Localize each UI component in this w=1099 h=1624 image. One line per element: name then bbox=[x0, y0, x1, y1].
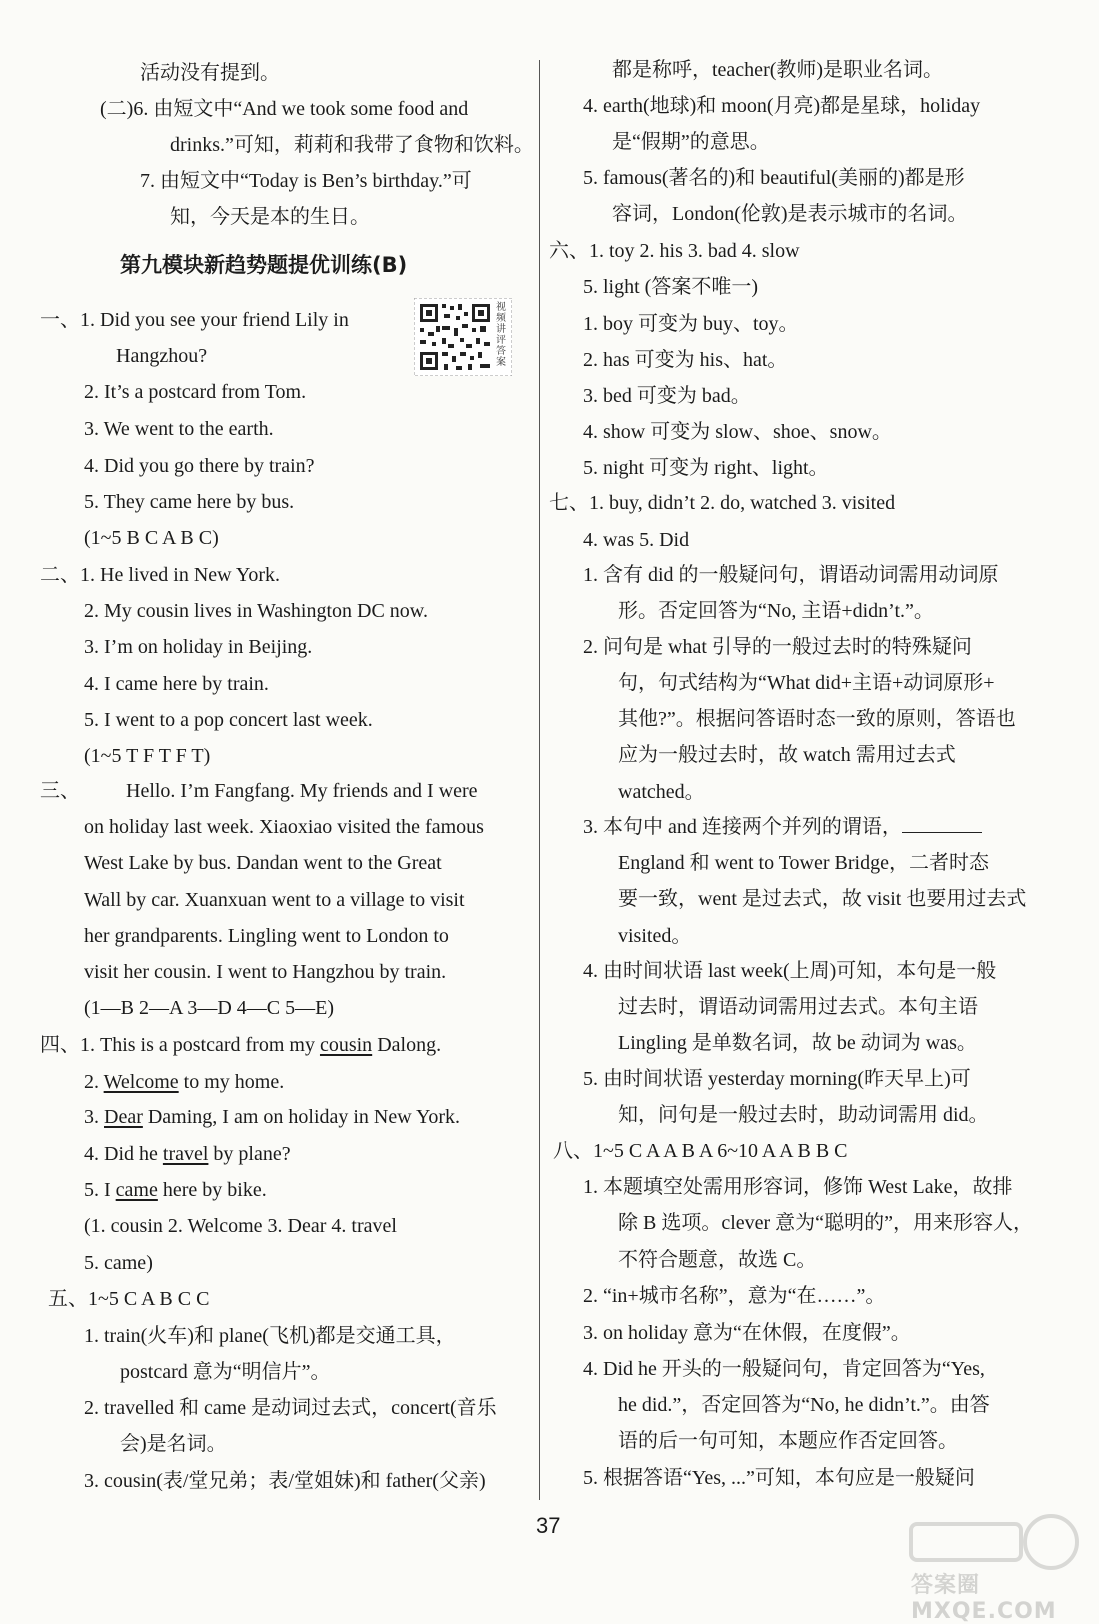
text-line: 2. has 可变为 his、hat。 bbox=[583, 349, 788, 371]
text-line: 不符合题意，故选 C。 bbox=[618, 1249, 817, 1271]
text-line: 是“假期”的意思。 bbox=[612, 131, 770, 153]
text-line: 其他?”。根据问答语时态一致的原则，答语也 bbox=[618, 708, 1016, 730]
text-line: Hangzhou? bbox=[116, 345, 208, 367]
text-segment: Daming, I am on holiday in New York. bbox=[142, 1106, 461, 1128]
text-line: 3. I’m on holiday in Beijing. bbox=[84, 636, 313, 658]
text-segment: here by bike. bbox=[157, 1179, 267, 1201]
text-line: 2. “in+城市名称”，意为“在……”。 bbox=[583, 1285, 886, 1307]
text-line: 五、1~5 C A B C C bbox=[48, 1288, 210, 1310]
text-segment: by plane? bbox=[208, 1143, 291, 1165]
text-line: 2. It’s a postcard from Tom. bbox=[84, 381, 307, 403]
text-line: postcard 意为“明信片”。 bbox=[120, 1361, 331, 1383]
text-segment: 2. bbox=[84, 1071, 104, 1093]
underlined-word: Welcome bbox=[103, 1071, 179, 1093]
text-line: 应为一般过去时，故 watch 需用过去式 bbox=[618, 744, 956, 766]
text-line: 2. 问句是 what 引导的一般过去时的特殊疑问 bbox=[583, 636, 972, 658]
text-line: 3. on holiday 意为“在休假，在度假”。 bbox=[583, 1322, 911, 1344]
answer-line: 5. came) bbox=[84, 1252, 153, 1274]
text-line: 5. I went to a pop concert last week. bbox=[84, 709, 373, 731]
underlined-word: Dear bbox=[104, 1106, 143, 1128]
text-line bbox=[84, 1141, 291, 1167]
answer-line: (1—B 2—A 3—D 4—C 5—E) bbox=[84, 997, 334, 1019]
text-line: 4. 由时间状语 last week(上周)可知，本句是一般 bbox=[583, 960, 997, 982]
text-line: 形。否定回答为“No, 主语+didn’t.”。 bbox=[618, 600, 934, 622]
watermark-text: 答案圈 MXQE.COM bbox=[911, 1573, 1057, 1624]
text-segment: 4. Did he bbox=[84, 1143, 163, 1165]
text-line: 1. train(火车)和 plane(飞机)都是交通工具， bbox=[84, 1325, 456, 1347]
text-line: visit her cousin. I went to Hangzhou by train. bbox=[84, 961, 447, 983]
text-line: 三、 bbox=[40, 780, 80, 802]
qr-caption: 视频讲评答案 bbox=[496, 302, 506, 368]
text-line: 4. I came here by train. bbox=[84, 673, 269, 695]
text-line bbox=[84, 1069, 284, 1095]
text-line: 知，今天是本的生日。 bbox=[170, 206, 370, 228]
text-line: 活动没有提到。 bbox=[140, 62, 280, 84]
text-line: 5. 根据答语“Yes, ...”可知，本句应是一般疑问 bbox=[583, 1467, 975, 1489]
text-line: 5. famous(著名的)和 beautiful(美丽的)都是形 bbox=[583, 167, 965, 189]
answer-line: (1. cousin 2. Welcome 3. Dear 4. travel bbox=[84, 1215, 397, 1237]
underlined-word: travel bbox=[162, 1143, 209, 1165]
text-line: 5. They came here by bus. bbox=[84, 491, 295, 513]
answer-line: 5. light (答案不唯一) bbox=[583, 276, 758, 298]
text-line: West Lake by bus. Dandan went to the Great bbox=[84, 852, 442, 874]
answer-line: (1~5 B C A B C) bbox=[84, 527, 219, 549]
text-line: 4. Did he 开头的一般疑问句，肯定回答为“Yes, bbox=[583, 1358, 985, 1380]
text-line: 3. bed 可变为 bad。 bbox=[583, 385, 751, 407]
text-line: Wall by car. Xuanxuan went to a village to visit bbox=[84, 889, 465, 911]
text-line: drinks.”可知，莉莉和我带了食物和饮料。 bbox=[170, 134, 534, 156]
text-line: 一、1. Did you see your friend Lily in bbox=[40, 309, 349, 331]
watermark-logo bbox=[891, 1504, 1091, 1624]
page-number: 37 bbox=[536, 1513, 561, 1538]
text-line: Hello. I’m Fangfang. My friends and I were bbox=[126, 780, 478, 802]
text-segment: to my home. bbox=[178, 1071, 285, 1093]
text-line: 要一致，went 是过去式，故 visit 也要用过去式 bbox=[618, 888, 1027, 910]
text-line: 六、1. toy 2. his 3. bad 4. slow bbox=[549, 240, 800, 262]
text-line: 2. travelled 和 came 是动词过去式，concert(音乐 bbox=[84, 1397, 497, 1419]
text-line: 句，句式结构为“What did+主语+动词原形+ bbox=[618, 672, 995, 694]
text-line: 2. My cousin lives in Washington DC now. bbox=[84, 600, 428, 622]
text-line bbox=[583, 814, 982, 840]
text-line: 过去时，谓语动词需用过去式。本句主语 bbox=[618, 996, 978, 1018]
text-line: her grandparents. Lingling went to London to bbox=[84, 925, 449, 947]
text-line bbox=[40, 1032, 441, 1058]
text-line bbox=[84, 1104, 460, 1130]
text-line: 5. 由时间状语 yesterday morning(昨天早上)可 bbox=[583, 1068, 971, 1090]
answer-line: (1~5 T F T F T) bbox=[84, 745, 211, 767]
text-segment: 3. 本句中 and 连接两个并列的谓语， bbox=[583, 816, 902, 838]
text-line bbox=[84, 1177, 267, 1203]
text-line: 语的后一句可知，本题应作否定回答。 bbox=[618, 1430, 958, 1452]
text-line: Lingling 是单数名词，故 be 动词为 was。 bbox=[618, 1032, 977, 1054]
text-line: he did.”，否定回答为“No, he didn’t.”。由答 bbox=[618, 1394, 990, 1416]
text-line: 八、1~5 C A A B A 6~10 A A B B C bbox=[553, 1140, 848, 1162]
underlined-word: cousin bbox=[319, 1034, 373, 1056]
text-line: 容词，London(伦敦)是表示城市的名词。 bbox=[612, 203, 968, 225]
text-segment: 3. bbox=[84, 1106, 104, 1128]
text-line: visited。 bbox=[618, 925, 692, 947]
text-line: 4. show 可变为 slow、shoe、snow。 bbox=[583, 421, 892, 443]
text-segment: 5. I bbox=[84, 1179, 116, 1201]
text-line: 二、1. He lived in New York. bbox=[40, 564, 280, 586]
section-title: 第九模块新趋势题提优训练(B) bbox=[120, 253, 408, 277]
text-line: 1. 本题填空处需用形容词，修饰 West Lake，故排 bbox=[583, 1176, 1013, 1198]
text-line: 1. 含有 did 的一般疑问句，谓语动词需用动词原 bbox=[583, 564, 999, 586]
text-line: 七、1. buy, didn’t 2. do, watched 3. visited bbox=[549, 492, 896, 514]
qr-code-icon[interactable] bbox=[414, 298, 512, 376]
text-line: 知，问句是一般过去时，助动词需用 did。 bbox=[618, 1104, 989, 1126]
text-line: on holiday last week. Xiaoxiao visited the famous bbox=[84, 816, 484, 838]
text-line: England 和 went to Tower Bridge，二者时态 bbox=[618, 852, 989, 874]
text-line: watched。 bbox=[618, 781, 705, 803]
text-line: 3. We went to the earth. bbox=[84, 418, 274, 440]
text-line: 会)是名词。 bbox=[120, 1433, 227, 1455]
text-line: 4. earth(地球)和 moon(月亮)都是星球，holiday bbox=[583, 95, 981, 117]
text-line: 都是称呼，teacher(教师)是职业名词。 bbox=[612, 59, 944, 81]
text-line: 3. cousin(表/堂兄弟；表/堂姐妹)和 father(父亲) bbox=[84, 1470, 486, 1492]
text-line: (二)6. 由短文中“And we took some food and bbox=[100, 98, 469, 120]
text-line: 5. night 可变为 right、light。 bbox=[583, 457, 829, 479]
text-line: 7. 由短文中“Today is Ben’s birthday.”可 bbox=[140, 170, 472, 192]
column-divider bbox=[539, 60, 540, 1500]
text-line: 4. was 5. Did bbox=[583, 529, 690, 551]
blank-line bbox=[902, 814, 982, 833]
text-line: 4. Did you go there by train? bbox=[84, 455, 315, 477]
underlined-word: came bbox=[115, 1179, 158, 1201]
text-segment: 四、1. This is a postcard from my bbox=[40, 1034, 320, 1056]
text-line: 1. boy 可变为 buy、toy。 bbox=[583, 313, 799, 335]
text-line: 除 B 选项。clever 意为“聪明的”，用来形容人， bbox=[618, 1212, 1033, 1234]
text-segment: Dalong. bbox=[372, 1034, 442, 1056]
